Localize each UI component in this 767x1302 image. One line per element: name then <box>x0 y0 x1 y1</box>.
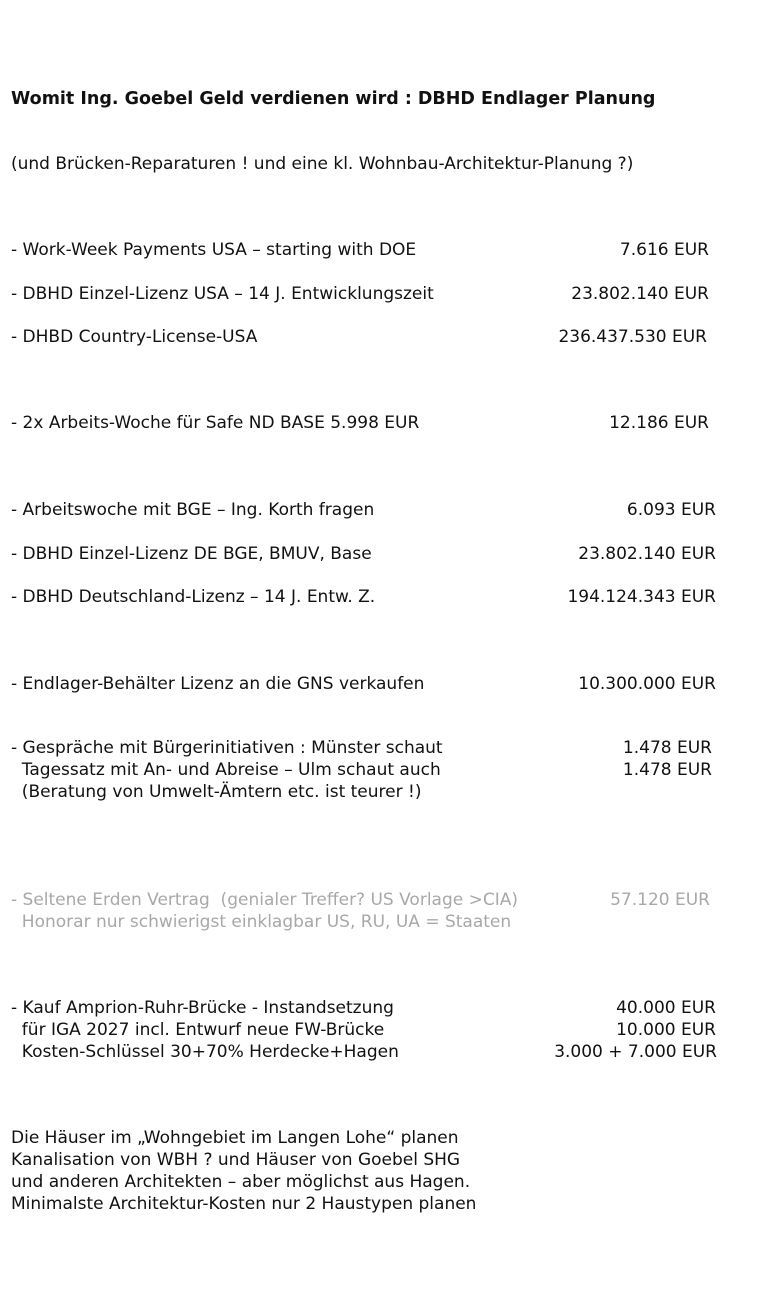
seltene-erden-amount: 57.120 EUR <box>610 890 710 910</box>
row-label-country-license-usa: - DHBD Country-License-USA <box>11 327 258 347</box>
buergerinitiativen-amount-2: 1.478 EUR <box>622 760 712 780</box>
footer-line-2: Kanalisation von WBH ? und Häuser von Goebel SHG <box>11 1150 461 1170</box>
row-label-einzel-lizenz-de: - DBHD Einzel-Lizenz DE BGE, BMUV, Base <box>11 544 372 564</box>
bruecke-amount-1: 40.000 EUR <box>616 998 716 1018</box>
row-label-einzel-lizenz-usa: - DBHD Einzel-Lizenz USA – 14 J. Entwicklungszeit <box>11 284 434 304</box>
row-label-arbeitswoche-bge: - Arbeitswoche mit BGE – Ing. Korth fragen <box>11 500 375 520</box>
page-subtitle: (und Brücken-Reparaturen ! und eine kl. Wohnbau-Architektur-Planung ?) <box>11 154 634 174</box>
seltene-erden-line-2: Honorar nur schwierigst einklagbar US, RU, UA = Staaten <box>11 912 512 932</box>
buergerinitiativen-amount-1: 1.478 EUR <box>622 738 712 758</box>
row-label-deutschland-lizenz: - DBHD Deutschland-Lizenz – 14 J. Entw. Z. <box>11 587 376 607</box>
page-title: Womit Ing. Goebel Geld verdienen wird : DBHD Endlager Planung <box>11 89 656 109</box>
footer-line-1: Die Häuser im „Wohngebiet im Langen Lohe“ planen <box>11 1128 459 1148</box>
row-label-safe-nd-base: - 2x Arbeits-Woche für Safe ND BASE 5.998 EUR <box>11 413 420 433</box>
buergerinitiativen-line-1: - Gespräche mit Bürgerinitiativen : Münster schaut <box>11 738 443 758</box>
buergerinitiativen-line-2: Tagessatz mit An- und Abreise – Ulm schaut auch <box>11 760 441 780</box>
row-amount-endlager-behaelter: 10.300.000 EUR <box>578 674 716 694</box>
bruecke-amount-2: 10.000 EUR <box>616 1020 716 1040</box>
row-amount-einzel-lizenz-usa: 23.802.140 EUR <box>571 284 709 304</box>
bruecke-line-1: - Kauf Amprion-Ruhr-Brücke - Instandsetzung <box>11 998 394 1018</box>
bruecke-line-2: für IGA 2027 incl. Entwurf neue FW-Brücke <box>11 1020 385 1040</box>
bruecke-amount-3: 3.000 + 7.000 EUR <box>554 1042 717 1062</box>
row-amount-einzel-lizenz-de: 23.802.140 EUR <box>578 544 716 564</box>
row-label-endlager-behaelter: - Endlager-Behälter Lizenz an die GNS verkaufen <box>11 674 425 694</box>
row-label-work-week-usa: - Work-Week Payments USA – starting with DOE <box>11 240 417 260</box>
bruecke-line-3: Kosten-Schlüssel 30+70% Herdecke+Hagen <box>11 1042 399 1062</box>
row-amount-country-license-usa: 236.437.530 EUR <box>558 327 707 347</box>
seltene-erden-line-1: - Seltene Erden Vertrag (genialer Treffer? US Vorlage >CIA) <box>11 890 519 910</box>
row-amount-safe-nd-base: 12.186 EUR <box>609 413 709 433</box>
row-amount-work-week-usa: 7.616 EUR <box>619 240 709 260</box>
buergerinitiativen-line-3: (Beratung von Umwelt-Ämtern etc. ist teurer !) <box>11 782 422 802</box>
footer-line-3: und anderen Architekten – aber möglichst aus Hagen. <box>11 1172 471 1192</box>
row-amount-deutschland-lizenz: 194.124.343 EUR <box>567 587 716 607</box>
footer-line-4: Minimalste Architektur-Kosten nur 2 Haustypen planen <box>11 1194 477 1214</box>
row-amount-arbeitswoche-bge: 6.093 EUR <box>626 500 716 520</box>
